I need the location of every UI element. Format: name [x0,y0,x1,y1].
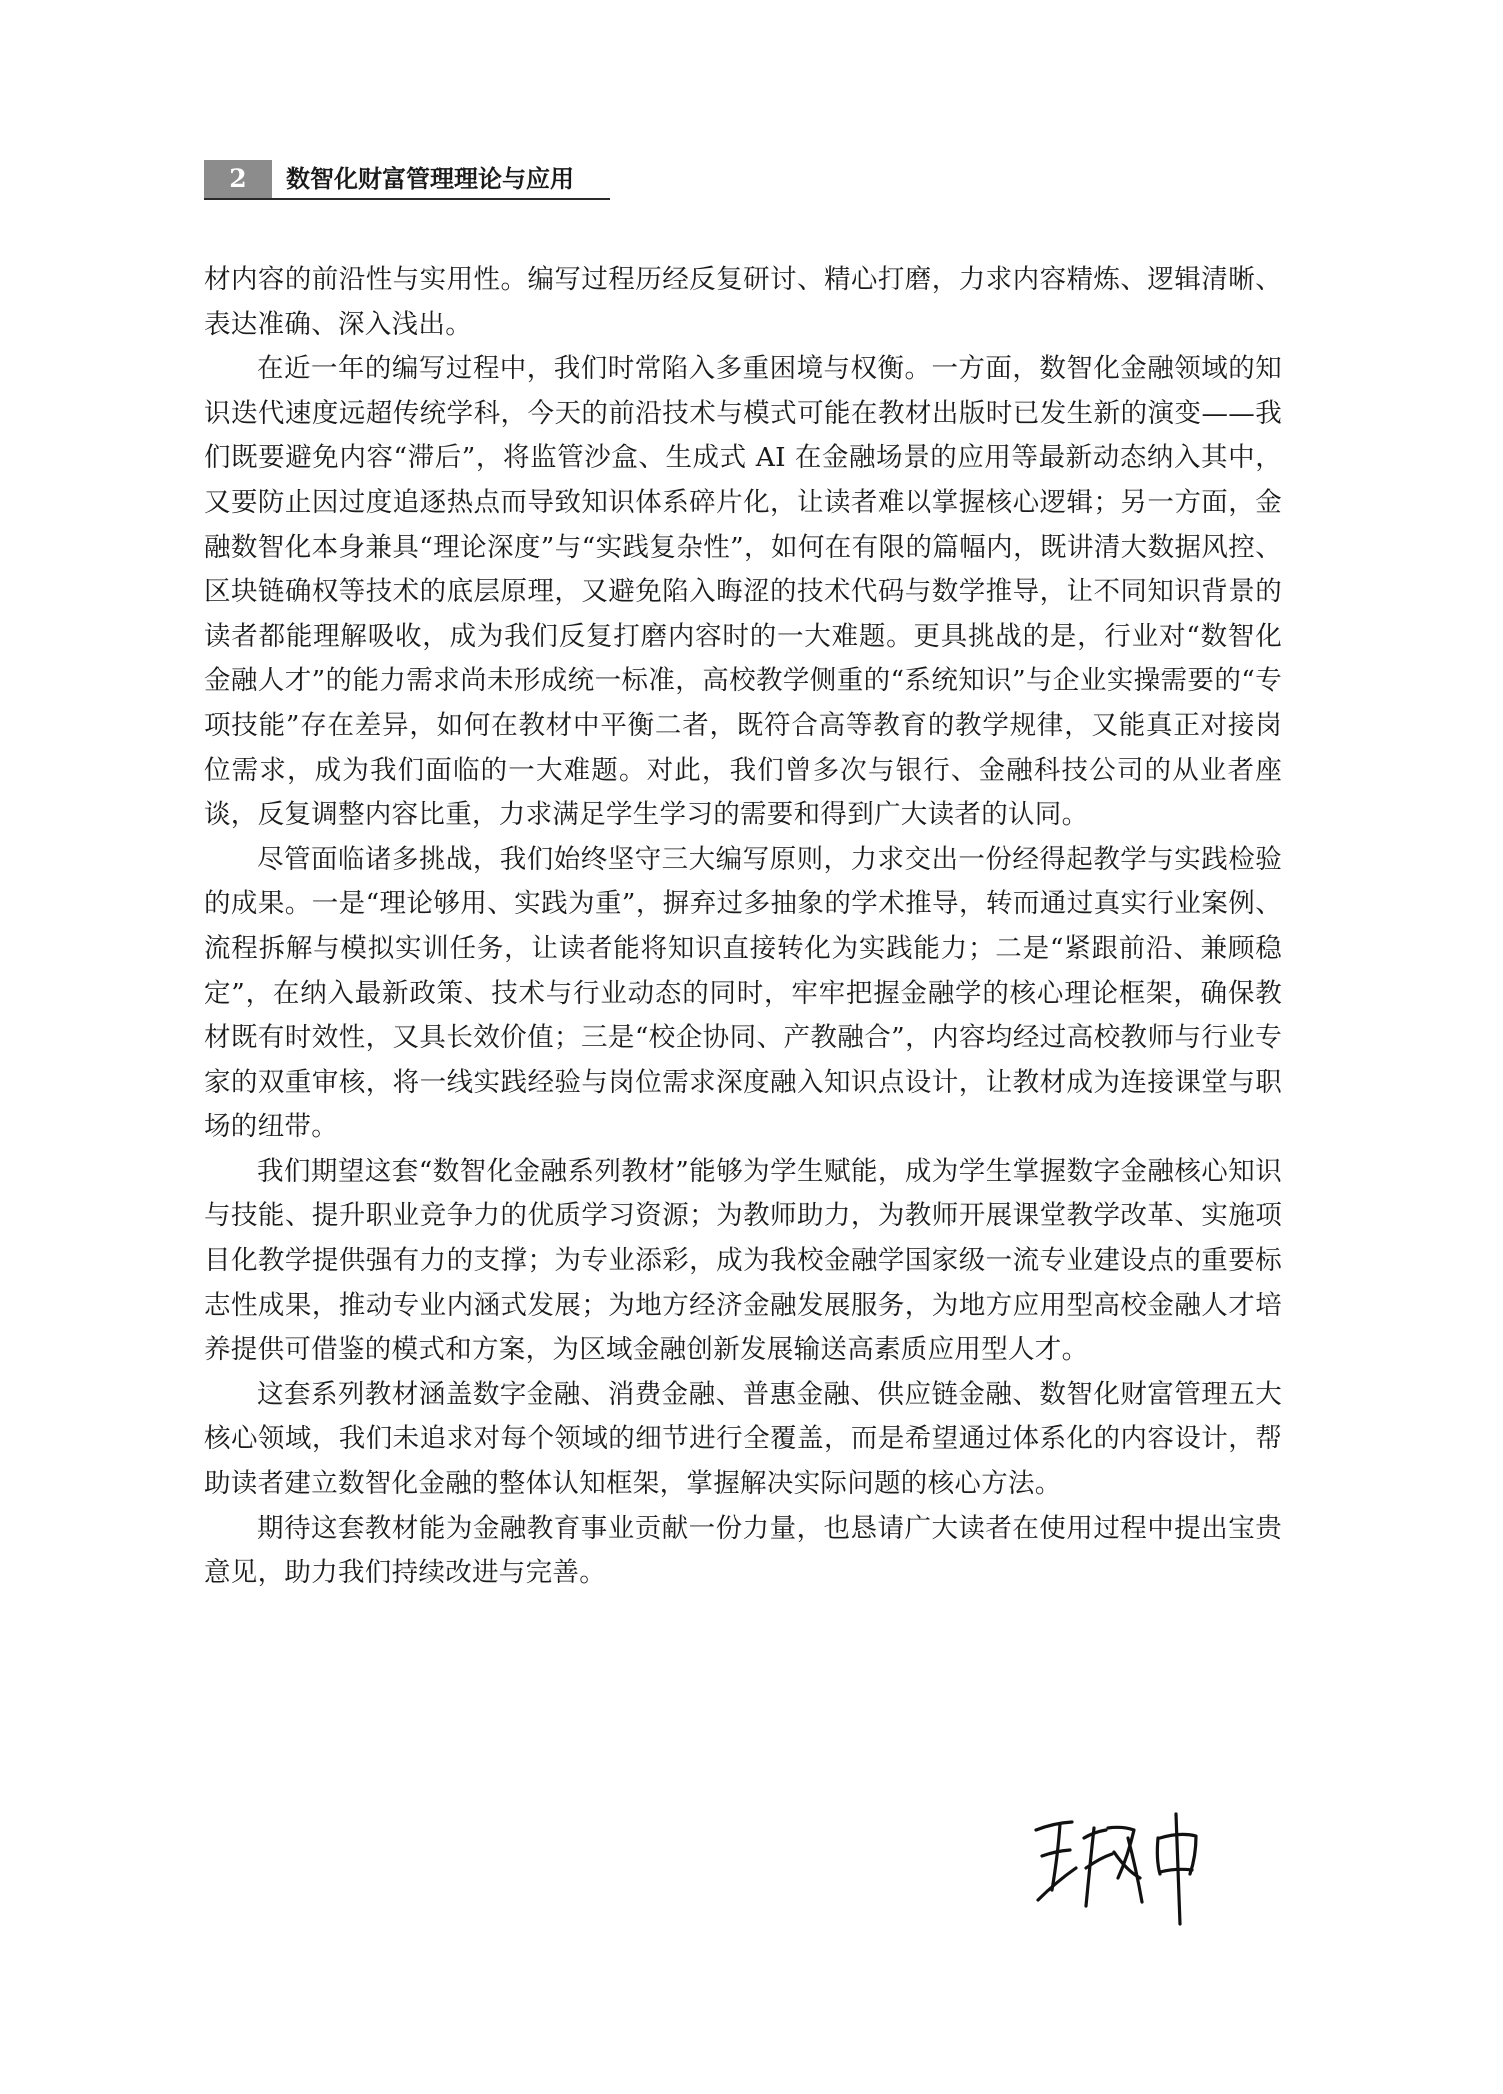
paragraph: 这套系列教材涵盖数字金融、消费金融、普惠金融、供应链金融、数智化财富管理五大核心领域，我们未追求对每个领域的细节进行全覆盖，而是希望通过体系化的内容设计，帮助读者建立数智化金融的整体认知框架，掌握解决实际问题的核心方法。 [204,1378,1282,1500]
running-title: 数智化财富管理理论与应用 [286,165,574,193]
paragraph: 我们期望这套“数智化金融系列教材”能够为学生赋能，成为学生掌握数字金融核心知识与技能、提升职业竞争力的优质学习资源；为教师助力，为教师开展课堂教学改革、实施项目化教学提供强有力的支撑；为专业添彩，成为我校金融学国家级一流专业建设点的重要标志性成果，推动专业内涵式发展；为地方经济金融发展服务，为地方应用型高校金融人才培养提供可借鉴的模式和方案，为区域金融创新发展输送高素质应用型人才。 [204,1155,1282,1366]
handwritten-signature [1030,1808,1245,1928]
paragraph: 尽管面临诸多挑战，我们始终坚守三大编写原则，力求交出一份经得起教学与实践检验的成果。一是“理论够用、实践为重”，摒弃过多抽象的学术推导，转而通过真实行业案例、流程拆解与模拟实训任务，让读者能将知识直接转化为实践能力；二是“紧跟前沿、兼顾稳定”，在纳入最新政策、技术与行业动态的同时，牢牢把握金融学的核心理论框架，确保教材既有时效性，又具长效价值；三是“校企协同、产教融合”，内容均经过高校教师与行业专家的双重审核，将一线实践经验与岗位需求深度融入知识点设计，让教材成为连接课堂与职场的纽带。 [204,843,1282,1143]
page-number: 2 [204,160,272,198]
body-text [204,258,1282,1596]
paragraph: 期待这套教材能为金融教育事业贡献一份力量，也恳请广大读者在使用过程中提出宝贵意见，助力我们持续改进与完善。 [204,1512,1282,1589]
running-header [204,160,610,200]
paragraph-continuation: 材内容的前沿性与实用性。编写过程历经反复研讨、精心打磨，力求内容精炼、逻辑清晰、表达准确、深入浅出。 [204,264,1282,340]
paragraph: 在近一年的编写过程中，我们时常陷入多重困境与权衡。一方面，数智化金融领域的知识迭代速度远超传统学科，今天的前沿技术与模式可能在教材出版时已发生新的演变——我们既要避免内容“滞后”，将监管沙盒、生成式 AI 在金融场景的应用等最新动态纳入其中，又要防止因过度追逐热点而导致知识体系碎片化，让读者难以掌握核心逻辑；另一方面，金融数智化本身兼具“理论深度”与“实践复杂性”，如何在有限的篇幅内，既讲清大数据风控、区块链确权等技术的底层原理，又避免陷入晦涩的技术代码与数学推导，让不同知识背景的读者都能理解吸收，成为我们反复打磨内容时的一大难题。更具挑战的是，行业对“数智化金融人才”的能力需求尚未形成统一标准，高校教学侧重的“系统知识”与企业实操需要的“专项技能”存在差异，如何在教材中平衡二者，既符合高等教育的教学规律，又能真正对接岗位需求，成为我们面临的一大难题。对此，我们曾多次与银行、金融科技公司的从业者座谈，反复调整内容比重，力求满足学生学习的需要和得到广大读者的认同。 [204,353,1282,831]
